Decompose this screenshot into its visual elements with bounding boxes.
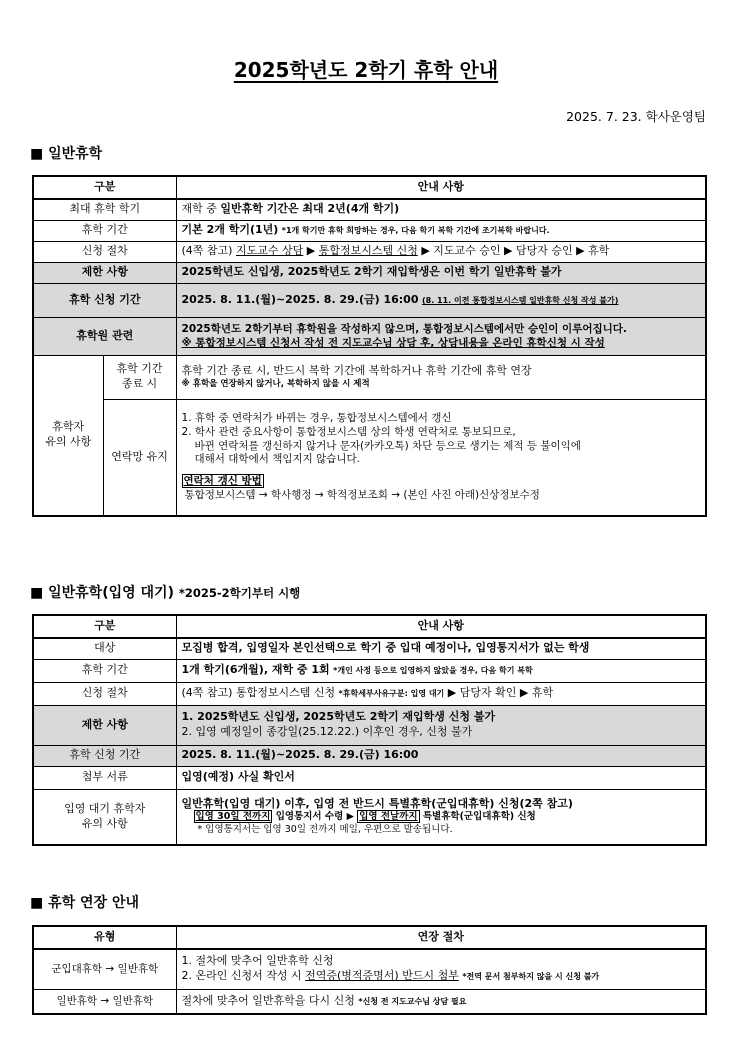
- page-title: 2025학년도 2학기 휴학 안내: [233, 58, 499, 82]
- row-label: 휴학 신청 기간: [33, 745, 176, 766]
- row-label: 휴학 기간: [33, 220, 176, 241]
- row-content: 일반휴학(입영 대기) 이후, 입영 전 반드시 특별휴학(군입대휴학) 신청(2쪽 참고) 입영 30일 전까지 입영통지서 수령 ▶ 입영 전날까지 특별휴학(군입대휴학) 신청 * 입영통지서는 입영 30일 전까지 메일, 우편으로 발송됩니다.: [176, 789, 706, 845]
- table-row: [33, 638, 706, 659]
- row-label: 첨부 서류: [33, 766, 176, 789]
- row-content: 2025. 8. 11.(월)~2025. 8. 29.(금) 16:00 (8. 11. 이전 통합정보시스템 일반휴학 신청 작성 불가): [176, 283, 706, 317]
- row-content: 1. 2025학년도 신입생, 2025학년도 2학기 재입학생 신청 불가 2. 입영 예정일이 종강일(25.12.22.) 이후인 경우, 신청 불가: [176, 705, 706, 745]
- row-label: 군입대휴학 → 일반휴학: [33, 949, 176, 989]
- row-label: 일반휴학 → 일반휴학: [33, 989, 176, 1014]
- row-content: 1개 학기(6개월), 재학 중 1회 *개인 사정 등으로 입영하지 않았을 경우, 다음 학기 복학: [176, 659, 706, 682]
- header-procedure: 연장 절차: [176, 926, 706, 949]
- table-row: [33, 766, 706, 789]
- issue-date: 2025. 7. 23. 학사운영팀: [566, 109, 706, 124]
- row-content: 2025학년도 신입생, 2025학년도 2학기 재입학생은 이번 학기 일반휴학 불가: [176, 262, 706, 283]
- sub-label-contact: 연락망 유지: [103, 399, 176, 516]
- table-row: [33, 399, 706, 516]
- row-content: 2025. 8. 11.(월)~2025. 8. 29.(금) 16:00: [176, 745, 706, 766]
- leave-extension-table: [32, 925, 707, 1015]
- table-row: [33, 220, 706, 241]
- header-category: 구분: [33, 615, 176, 638]
- row-label: 제한 사항: [33, 262, 176, 283]
- row-content: 입영(예정) 사실 확인서: [176, 766, 706, 789]
- table-row: [33, 659, 706, 682]
- header-type: 유형: [33, 926, 176, 949]
- header-guidance: 안내 사항: [176, 176, 706, 199]
- table-row: [33, 949, 706, 989]
- row-label: 휴학원 관련: [33, 317, 176, 355]
- section-heading-enlistment-wait: ■ 일반휴학(입영 대기) *2025-2학기부터 시행: [30, 585, 301, 601]
- table-row: [33, 317, 706, 355]
- general-leave-table: [32, 175, 707, 517]
- row-content: 모집병 합격, 입영일자 본인선택으로 학기 중 입대 예정이나, 입영통지서가 없는 학생: [176, 638, 706, 659]
- row-label: 최대 휴학 학기: [33, 199, 176, 220]
- row-label: 휴학 기간: [33, 659, 176, 682]
- row-label: 휴학 신청 기간: [33, 283, 176, 317]
- row-label: 신청 절차: [33, 241, 176, 262]
- section-heading-leave-extension: ■ 휴학 연장 안내: [30, 895, 139, 911]
- header-guidance: 안내 사항: [176, 615, 706, 638]
- table-row: [33, 989, 706, 1014]
- table-row: [33, 262, 706, 283]
- row-content: 1. 절차에 맞추어 일반휴학 신청 2. 온라인 신청서 작성 시 전역증(병적증명서) 반드시 첨부 *전역 문서 첨부하지 않을 시 신청 불가: [176, 949, 706, 989]
- table-row: [33, 682, 706, 705]
- row-content: 절차에 맞추어 일반휴학을 다시 신청 *신청 전 지도교수님 상담 필요: [176, 989, 706, 1014]
- row-content: (4쪽 참고) 지도교수 상담 ▶ 통합정보시스템 신청 ▶ 지도교수 승인 ▶ 담당자 승인 ▶ 휴학: [176, 241, 706, 262]
- contact-update-box: 연락처 갱신 방법: [183, 474, 262, 487]
- section-heading-general-leave: ■ 일반휴학: [30, 146, 103, 162]
- sub-label-leave-end: 휴학 기간 종료 시: [103, 355, 176, 399]
- table-row: [33, 199, 706, 220]
- enlistment-wait-table: [32, 614, 707, 846]
- group-label-leave-notes: 휴학자 유의 사항: [33, 355, 103, 516]
- row-content: 재학 중 일반휴학 기간은 최대 2년(4개 학기): [176, 199, 706, 220]
- header-category: 구분: [33, 176, 176, 199]
- row-content: 2025학년도 2학기부터 휴학원을 작성하지 않으며, 통합정보시스템에서만 승인이 이루어집니다. ※ 통합정보시스템 신청서 작성 전 지도교수님 상담 후, 상담내용을 온라인 휴학신청 시 작성: [176, 317, 706, 355]
- table-row: [33, 789, 706, 845]
- row-content: (4쪽 참고) 통합정보시스템 신청 *휴학세부사유구분: 입영 대기 ▶ 담당자 확인 ▶ 휴학: [176, 682, 706, 705]
- table-row: [33, 745, 706, 766]
- row-content: 1. 휴학 중 연락처가 바뀌는 경우, 통합정보시스템에서 갱신 2. 학사 관련 중요사항이 통합정보시스템 상의 학생 연락처로 통보되므로, 바뀐 연락처를 갱신하지 않거나 문자(카카오톡) 차단 등으로 생기는 제적 등 불이익에 대해서 대학에서 책임지지 않습니다. 연락처 갱신 방법 통합정보시스템 → 학사행정 → 학적정보조회 → (본인 사진 아래)신상정보수정: [176, 399, 706, 516]
- row-label: 대상: [33, 638, 176, 659]
- table-row: [33, 355, 706, 399]
- table-row: [33, 705, 706, 745]
- row-label: 제한 사항: [33, 705, 176, 745]
- table-row: [33, 283, 706, 317]
- table-row: [33, 241, 706, 262]
- row-content: 휴학 기간 종료 시, 반드시 복학 기간에 복학하거나 휴학 기간에 휴학 연장 ※ 휴학을 연장하지 않거나, 복학하지 않을 시 제적: [176, 355, 706, 399]
- row-content: 기본 2개 학기(1년) *1개 학기만 휴학 희망하는 경우, 다음 학기 복학 기간에 조기복학 바랍니다.: [176, 220, 706, 241]
- row-label: 신청 절차: [33, 682, 176, 705]
- row-label: 입영 대기 휴학자 유의 사항: [33, 789, 176, 845]
